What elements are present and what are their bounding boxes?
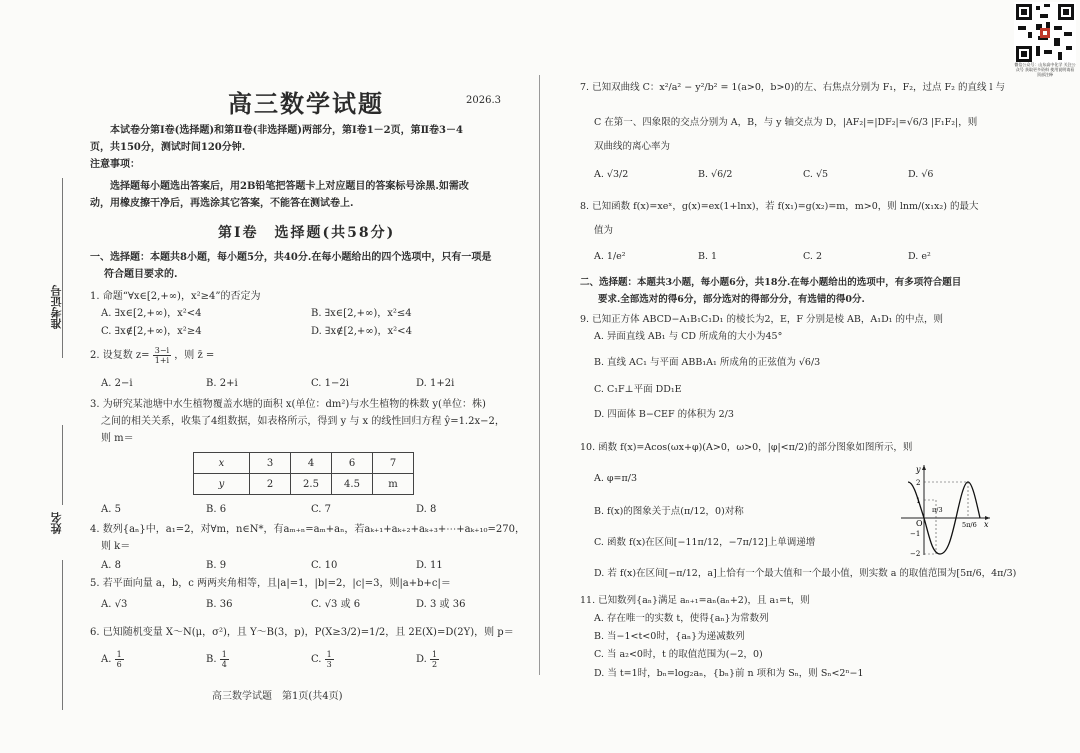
q8-option-d: D. e² — [908, 251, 931, 262]
q10-graph-svg — [896, 460, 996, 560]
graph-label-y: y — [916, 465, 921, 474]
q3-option-a: A. 5 — [101, 504, 121, 515]
q11-option-c: C. 当 a₂<0时，t 的取值范围为(−2，0) — [594, 649, 763, 660]
intro-line-1: 本试卷分第Ⅰ卷(选择题)和第Ⅱ卷(非选择题)两部分，第Ⅰ卷1－2页，第Ⅱ卷3－4 — [110, 125, 463, 136]
note-line-1: 选择题每小题选出答案后，用2B铅笔把答题卡上对应题目的答案标号涂黑.如需改 — [110, 181, 469, 192]
q2-option-c: C. 1−2i — [311, 378, 349, 389]
table-cell: 7 — [373, 453, 414, 474]
q3-table-row-y — [194, 474, 414, 495]
q11-option-d: D. 当 t=1时，bₙ=log₂aₙ，{bₙ}前 n 项和为 Sₙ，则 Sₙ<2ⁿ−1 — [594, 668, 864, 679]
table-cell: m — [373, 474, 414, 495]
q11-stem: 11. 已知数列{aₙ}满足 aₙ₊₁=aₙ(aₙ+2)，且 a₁=t，则 — [580, 595, 810, 606]
q1-option-b: B. ∃x∈[2,+∞)，x²≤4 — [311, 308, 412, 319]
q2-option-d: D. 1+2i — [416, 378, 455, 389]
column-divider — [539, 75, 540, 675]
q6-a-num: 1 — [116, 650, 122, 659]
graph-label-origin: O — [916, 519, 923, 528]
table-cell: 2.5 — [291, 474, 332, 495]
q9-option-c: C. C₁F⊥平面 DD₁E — [594, 384, 682, 395]
q8-line-1: 8. 已知函数 f(x)=xeˣ，g(x)=ex(1+lnx)，若 f(x₁)=g(x₂)=m，m>0，则 lnm/(x₁x₂) 的最大 — [580, 201, 979, 212]
q1-stem: 1. 命题“∀x∈[2,+∞)，x²≥4”的否定为 — [90, 291, 261, 302]
q2-stem — [90, 346, 214, 365]
q2-stem-pre: 2. 设复数 z= — [90, 350, 150, 361]
q6-d-fraction — [430, 650, 439, 669]
q4-line-2: 则 k＝ — [101, 541, 131, 552]
table-cell: y — [194, 474, 250, 495]
notes-title: 注意事项： — [90, 159, 140, 170]
q9-option-d: D. 四面体 B−CEF 的体积为 2/3 — [594, 409, 734, 420]
qr-caption-1: 微信公众号：山东高中化学 — [1014, 62, 1063, 67]
table-cell: 4 — [291, 453, 332, 474]
q8-option-c: C. 2 — [803, 251, 823, 262]
q6-option-d — [416, 650, 439, 669]
q8-line-2: 值为 — [594, 225, 614, 236]
q7-option-d: D. √6 — [908, 169, 934, 180]
q6-a-den: 6 — [116, 660, 122, 669]
q6-option-b — [206, 650, 229, 669]
qr-caption — [1014, 62, 1076, 77]
q3-option-c: C. 7 — [311, 504, 332, 515]
note-line-2: 动，用橡皮擦干净后，再选涂其它答案，不能答在测试卷上. — [90, 198, 354, 209]
q6-b-num: 1 — [221, 650, 227, 659]
page-title: 高三数学试题 — [228, 89, 384, 118]
q6-c-fraction — [325, 650, 334, 669]
page-footer: 高三数学试题 第1页(共4页) — [212, 691, 343, 702]
q6-c-den: 3 — [326, 660, 332, 669]
q6-d-label: D. — [416, 654, 427, 665]
q6-option-c — [311, 650, 334, 669]
q1-option-d: D. ∃x∉[2,+∞)，x²<4 — [311, 326, 412, 337]
q7-line-3: 双曲线的离心率为 — [594, 141, 671, 152]
q2-frac-num: 3−i — [154, 346, 170, 355]
qr-caption-4: 使用说明请看顶部注释 — [1037, 67, 1075, 77]
graph-label-1: 1 — [916, 497, 921, 505]
q11-option-b: B. 当−1<t<0时，{aₙ}为递减数列 — [594, 631, 745, 642]
exam-id-label: 准考证号 — [50, 285, 63, 329]
margin-line-mid — [62, 425, 63, 505]
q6-b-label: B. — [206, 654, 217, 665]
q10-stem: 10. 函数 f(x)=Acos(ωx+φ)(A>0，ω>0，|φ|<π/2)的部分图象如图所示，则 — [580, 442, 913, 453]
q7-line-1: 7. 已知双曲线 C：x²/a² − y²/b² = 1(a>0，b>0)的左、右焦点分别为 F₁，F₂，过点 F₂ 的直线 l 与 — [580, 82, 1006, 93]
graph-label-pi3: π/3 — [932, 506, 943, 514]
table-cell: 4.5 — [332, 474, 373, 495]
q9-option-b: B. 直线 AC₁ 与平面 ABB₁A₁ 所成角的正弦值为 √6/3 — [594, 357, 821, 368]
q5-option-d: D. 3 或 36 — [416, 599, 466, 610]
q4-option-c: C. 10 — [311, 560, 338, 571]
q5-option-c: C. √3 或 6 — [311, 599, 361, 610]
q2-frac-den: 1+i — [154, 356, 170, 365]
qr-code — [1014, 2, 1076, 64]
margin-line-top — [62, 178, 63, 358]
exam-date: 2026.3 — [466, 95, 501, 106]
q1-option-a: A. ∃x∈[2,+∞)，x²<4 — [101, 308, 202, 319]
qr-caption-3: 获取更多资料 — [1025, 67, 1049, 72]
q8-option-b: B. 1 — [698, 251, 718, 262]
name-label: 姓名 — [50, 512, 63, 534]
y-axis-arrow — [922, 465, 926, 470]
q5-stem: 5. 若平面向量 a，b，c 两两夹角相等，且|a|=1，|b|=2，|c|=3，则|a+b+c|＝ — [90, 578, 451, 589]
graph-label-5pi6: 5π/6 — [962, 521, 977, 529]
q6-d-den: 2 — [432, 660, 438, 669]
table-cell: x — [194, 453, 250, 474]
q6-c-num: 1 — [326, 650, 332, 659]
q6-d-num: 1 — [432, 650, 438, 659]
graph-label-x: x — [984, 520, 989, 529]
q6-c-label: C. — [311, 654, 322, 665]
q3-option-b: B. 6 — [206, 504, 227, 515]
q10-option-b: B. f(x)的图象关于点(π/12，0)对称 — [594, 506, 744, 517]
q6-option-a — [101, 650, 124, 669]
q2-stem-post: ，则 z̄ = — [174, 350, 215, 361]
q9-stem: 9. 已知正方体 ABCD−A₁B₁C₁D₁ 的棱长为2，E，F 分别是棱 AB，A₁D₁ 的中点，则 — [580, 314, 944, 325]
q4-option-b: B. 9 — [206, 560, 227, 571]
q6-b-fraction — [220, 650, 229, 669]
part1-heading: 一、选择题：本题共8小题，每小题5分，共40分.在每小题给出的四个选项中，只有一项是 — [90, 252, 492, 263]
q7-line-2: C 在第一、四象限的交点分别为 A，B，与 y 轴交点为 D，|AF₂|=|DF₂|=√6/3 |F₁F₂|，则 — [594, 117, 978, 128]
q11-option-a: A. 存在唯一的实数 t，使得{aₙ}为常数列 — [594, 613, 769, 624]
q10-option-a: A. φ=π/3 — [594, 473, 638, 484]
graph-label-m1: −1 — [910, 530, 921, 538]
q10-graph — [896, 460, 996, 560]
q2-option-a: A. 2−i — [101, 378, 133, 389]
qr-caption-2: 关注公众号 — [1015, 62, 1076, 72]
table-cell: 3 — [250, 453, 291, 474]
q2-option-b: B. 2+i — [206, 378, 238, 389]
q4-line-1: 4. 数列{aₙ}中，a₁=2，对∀m，n∈N*，有aₘ₊ₙ=aₘ+aₙ，若aₖ₊₁+aₖ₊₂+aₖ₊₃+⋯+aₖ₊₁₀=270， — [90, 524, 525, 535]
q7-option-b: B. √6/2 — [698, 169, 733, 180]
q10-option-d: D. 若 f(x)在区间[−π/12，a]上恰有一个最大值和一个最小值，则实数 a 的取值范围为[5π/6，4π/3) — [594, 568, 1017, 579]
graph-label-2: 2 — [916, 479, 921, 487]
q3-data-table — [193, 452, 414, 495]
q7-option-a: A. √3/2 — [594, 169, 629, 180]
q9-option-a: A. 异面直线 AB₁ 与 CD 所成角的大小为45° — [594, 331, 783, 342]
q1-option-c: C. ∃x∉[2,+∞)，x²≥4 — [101, 326, 202, 337]
q2-fraction — [153, 346, 171, 365]
q4-option-d: D. 11 — [416, 560, 443, 571]
q8-option-a: A. 1/e² — [594, 251, 626, 262]
margin-line-bottom — [62, 560, 63, 710]
intro-line-2: 页，共150分，测试时间120分钟. — [90, 142, 246, 153]
q6-b-den: 4 — [221, 660, 227, 669]
q7-option-c: C. √5 — [803, 169, 829, 180]
q3-option-d: D. 8 — [416, 504, 437, 515]
part1-heading-2: 符合题目要求的. — [104, 269, 178, 280]
part2-heading-2: 要求.全部选对的得6分，部分选对的得部分分，有选错的得0分. — [598, 294, 865, 305]
q6-stem: 6. 已知随机变量 X～N(μ，σ²)，且 Y～B(3，p)，P(X≥3/2)=1/2，且 2E(X)=D(2Y)，则 p＝ — [90, 627, 514, 638]
q5-option-a: A. √3 — [101, 599, 128, 610]
q10-option-c: C. 函数 f(x)在区间[−11π/12，−7π/12]上单调递增 — [594, 537, 816, 548]
q6-a-label: A. — [101, 654, 112, 665]
table-cell: 2 — [250, 474, 291, 495]
q5-option-b: B. 36 — [206, 599, 233, 610]
q3-table-row-x — [194, 453, 414, 474]
q4-option-a: A. 8 — [101, 560, 121, 571]
q3-line-3: 则 m＝ — [101, 433, 134, 444]
graph-label-m2: −2 — [910, 550, 921, 558]
q3-line-1: 3. 为研究某池塘中水生植物覆盖水塘的面积 x(单位：dm²)与水生植物的株数 y(单位：株) — [90, 399, 486, 410]
q6-a-fraction — [115, 650, 124, 669]
q3-line-2: 之间的相关关系，收集了4组数据，如表格所示，得到 y 与 x 的线性回归方程 ŷ=1.2x−2， — [101, 416, 505, 427]
section-title: 第Ⅰ卷 选择题(共58分) — [218, 225, 396, 241]
part2-heading: 二、选择题：本题共3小题，每小题6分，共18分.在每小题给出的选项中，有多项符合题目 — [580, 277, 962, 288]
table-cell: 6 — [332, 453, 373, 474]
